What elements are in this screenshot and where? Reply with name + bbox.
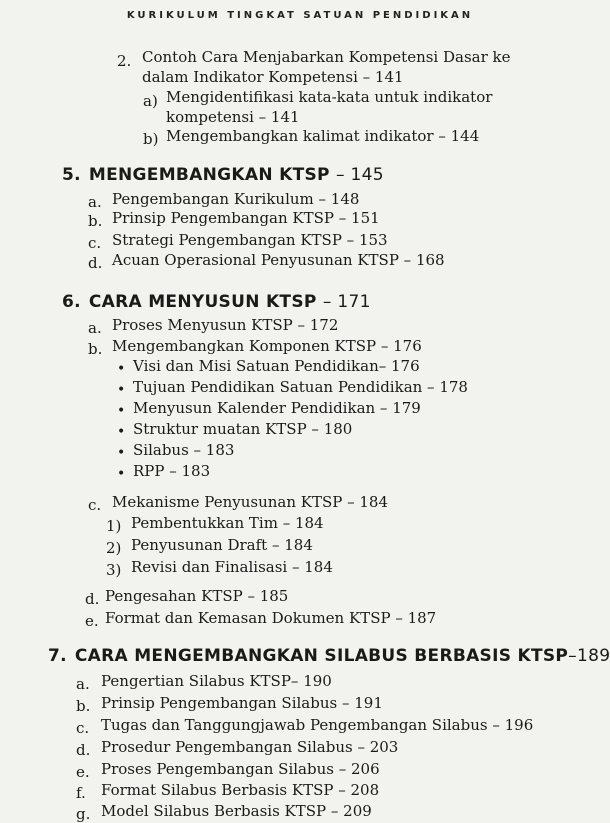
ch6-b-bullet-item: Tujuan Pendidikan Satuan Pendidikan – 178 xyxy=(133,378,468,396)
ch6-c-sub-text: Revisi dan Finalisasi – 184 xyxy=(131,558,333,576)
bullet-icon: • xyxy=(117,382,126,398)
chapter-5-heading xyxy=(62,165,384,185)
ch6-e-label: e. xyxy=(85,612,99,630)
ch5-item-label: b. xyxy=(88,212,103,230)
ch6-c-sub-text: Penyusunan Draft – 184 xyxy=(131,536,313,554)
running-head: KURIKULUM TINGKAT SATUAN PENDIDIKAN xyxy=(126,10,474,21)
ch6-b-text: Mengembangkan Komponen KTSP – 176 xyxy=(112,337,422,355)
ch6-d-text: Pengesahan KTSP – 185 xyxy=(105,587,289,605)
item-2b-label: b) xyxy=(143,130,159,148)
bullet-icon: • xyxy=(117,424,126,440)
bullet-icon: • xyxy=(117,403,126,419)
ch6-e-text: Format dan Kemasan Dokumen KTSP – 187 xyxy=(105,609,437,627)
ch7-item-text: Model Silabus Berbasis KTSP – 209 xyxy=(101,802,372,820)
ch7-item-text: Pengertian Silabus KTSP– 190 xyxy=(101,672,332,690)
ch6-c-label: c. xyxy=(88,496,102,514)
ch7-item-label: a. xyxy=(76,675,90,693)
item-2a-line-2: kompetensi – 141 xyxy=(166,108,300,126)
chapter-6-number: 6. xyxy=(62,292,81,312)
ch7-item-label: d. xyxy=(76,741,91,759)
chapter-7-page: –189 xyxy=(568,646,610,666)
chapter-6-heading xyxy=(62,292,371,312)
ch7-item-text: Format Silabus Berbasis KTSP – 208 xyxy=(101,781,380,799)
ch5-item-label: a. xyxy=(88,193,102,211)
ch7-item-text: Prinsip Pengembangan Silabus – 191 xyxy=(101,694,383,712)
ch6-b-label: b. xyxy=(88,340,103,358)
chapter-5-number: 5. xyxy=(62,165,81,185)
ch6-a-label: a. xyxy=(88,319,102,337)
chapter-5-title: MENGEMBANGKAN KTSP xyxy=(88,165,330,185)
chapter-6-title: CARA MENYUSUN KTSP xyxy=(88,292,317,312)
ch6-c-sub-label: 1) xyxy=(106,517,122,535)
ch6-c-sub-label: 3) xyxy=(106,561,122,579)
item-2-number: 2. xyxy=(117,52,132,70)
ch7-item-text: Tugas dan Tanggungjawab Pengembangan Silabus – 196 xyxy=(101,716,534,734)
ch7-item-text: Proses Pengembangan Silabus – 206 xyxy=(101,760,380,778)
chapter-6-page: – 171 xyxy=(322,292,371,312)
chapter-7-number: 7. xyxy=(48,646,67,666)
chapter-5-page: – 145 xyxy=(336,165,384,185)
ch5-item-label: c. xyxy=(88,234,102,252)
ch5-item-text: Prinsip Pengembangan KTSP – 151 xyxy=(112,209,380,227)
ch6-b-bullet-item: Visi dan Misi Satuan Pendidikan– 176 xyxy=(133,357,420,375)
ch7-item-label: e. xyxy=(76,763,90,781)
ch6-c-sub-label: 2) xyxy=(106,539,122,557)
item-2-line-2: dalam Indikator Kompetensi – 141 xyxy=(142,68,404,86)
ch7-item-label: f. xyxy=(76,784,86,802)
ch5-item-text: Strategi Pengembangan KTSP – 153 xyxy=(112,231,388,249)
ch5-item-text: Pengembangan Kurikulum – 148 xyxy=(112,190,360,208)
bullet-icon: • xyxy=(117,361,126,377)
ch6-c-text: Mekanisme Penyusunan KTSP – 184 xyxy=(112,493,389,511)
item-2a-line-1: Mengidentifikasi kata-kata untuk indikator xyxy=(166,88,493,106)
ch6-a-text: Proses Menyusun KTSP – 172 xyxy=(112,316,339,334)
chapter-7-heading xyxy=(48,646,610,666)
item-2b-text: Mengembangkan kalimat indikator – 144 xyxy=(166,127,480,145)
chapter-7-title: CARA MENGEMBANGKAN SILABUS BERBASIS KTSP xyxy=(74,646,569,666)
ch6-b-bullet-item: RPP – 183 xyxy=(133,462,211,480)
ch5-item-label: d. xyxy=(88,254,103,272)
item-2-line-1: Contoh Cara Menjabarkan Kompetensi Dasar ke xyxy=(142,48,511,66)
ch6-b-bullet-item: Struktur muatan KTSP – 180 xyxy=(133,420,353,438)
ch5-item-text: Acuan Operasional Penyusunan KTSP – 168 xyxy=(112,251,445,269)
ch6-b-bullet-item: Menyusun Kalender Pendidikan – 179 xyxy=(133,399,421,417)
ch7-item-label: g. xyxy=(76,805,91,823)
item-2a-label: a) xyxy=(143,92,158,110)
ch7-item-label: b. xyxy=(76,697,91,715)
bullet-icon: • xyxy=(117,445,126,461)
ch6-b-bullet-item: Silabus – 183 xyxy=(133,441,235,459)
bullet-icon: • xyxy=(117,466,126,482)
ch6-c-sub-text: Pembentukkan Tim – 184 xyxy=(131,514,324,532)
ch7-item-text: Prosedur Pengembangan Silabus – 203 xyxy=(101,738,399,756)
ch7-item-label: c. xyxy=(76,719,90,737)
ch6-d-label: d. xyxy=(85,590,100,608)
